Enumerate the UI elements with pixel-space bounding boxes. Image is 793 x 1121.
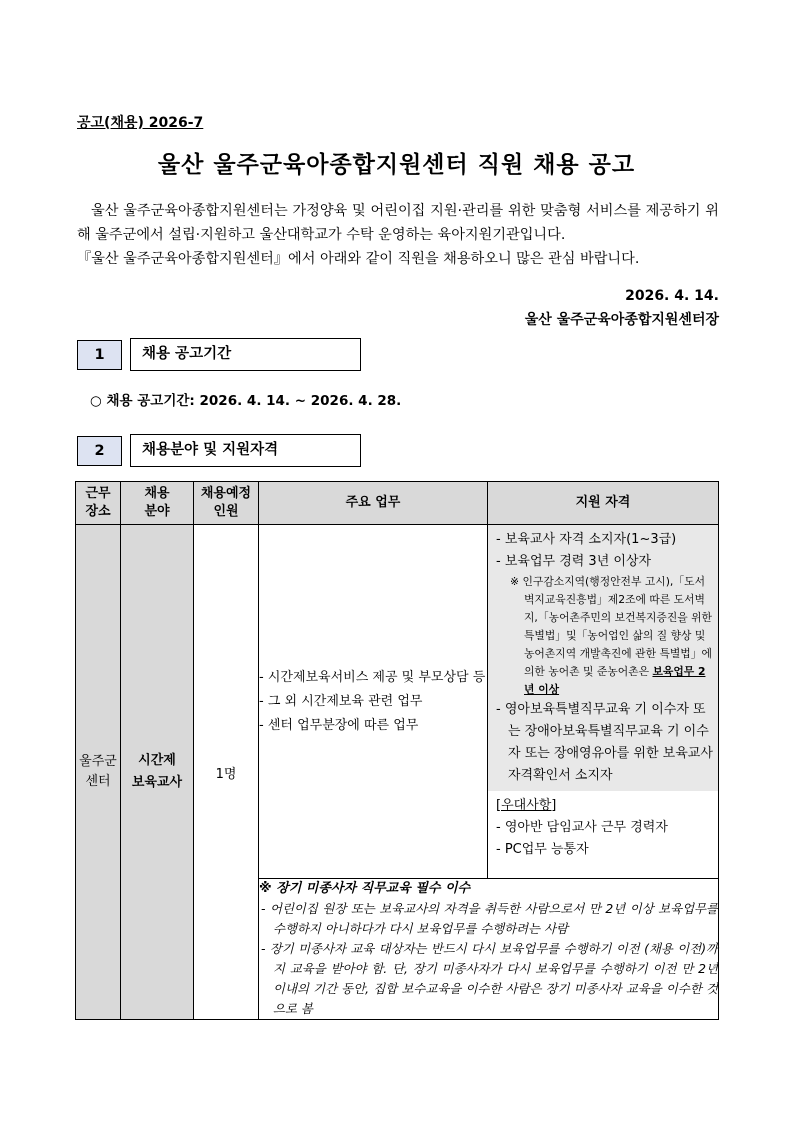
cell-qualifications: [488, 525, 719, 879]
section-1-title: 채용 공고기간: [130, 338, 361, 371]
page-title: 울산 울주군육아종합지원센터 직원 채용 공고: [157, 152, 636, 178]
recruitment-table: [75, 481, 719, 1020]
preference-item: - 영아반 담임교사 근무 경력자: [496, 820, 668, 835]
intro-line: 울산 울주군육아종합지원센터는 가정양육 및 어린이집 지원·관리를 위한 맞춤형 서비스를 제공하기 위해 울주군에서 설립·지원하고 울산대학교가 수탁 운영하는 육아지원기관입니다.: [77, 203, 719, 243]
section-2-number: 2: [77, 436, 122, 466]
notice-number: 공고(채용) 2026-7: [77, 115, 204, 131]
notice-date: 2026. 4. 14.: [625, 288, 719, 304]
long-term-notice-item: - 어린이집 원장 또는 보육교사의 자격을 취득한 사람으로서 만 2년 이상 보육업무를 수행하지 아니하다가 다시 보육업무를 수행하려는 사람: [261, 901, 718, 936]
qualification-item: - 보육교사 자격 소지자(1~3급): [496, 532, 677, 547]
signatory: 울산 울주군육아종합지원센터장: [524, 312, 719, 328]
section-2-title: 채용분야 및 지원자격: [130, 434, 361, 467]
recruitment-period: ○ 채용 공고기간: 2026. 4. 14. ~ 2026. 4. 28.: [90, 393, 402, 409]
header-qualifications: 지원 자격: [488, 482, 719, 525]
duty-item: - 그 외 시간제보육 관련 업무: [259, 693, 423, 709]
cell-duties: [259, 525, 488, 879]
cell-headcount: 1명: [194, 525, 259, 1020]
intro-line: 『울산 울주군육아종합지원센터』에서 아래와 같이 직원을 채용하오니 많은 관심 바랍니다.: [77, 251, 640, 267]
cell-field: 시간제 보육교사: [121, 525, 194, 1020]
long-term-notice-title: ※ 장기 미종사자 직무교육 필수 이수: [259, 881, 471, 896]
section-1-number: 1: [77, 340, 122, 370]
cell-long-term-notice: [259, 879, 719, 1020]
duty-item: - 센터 업무분장에 따른 업무: [259, 717, 419, 733]
qualification-note-requirement: 보육업무 2년 이상: [524, 665, 706, 696]
qualification-requirements: [488, 525, 718, 791]
qualification-item: - 영아보육특별직무교육 기 이수자 또는 장애아보육특별직무교육 기 이수자 또는 장애영유아를 위한 보육교사 자격확인서 소지자: [496, 702, 713, 783]
preference-item: - PC업무 능통자: [496, 842, 589, 857]
qualification-note-text: ※ 인구감소지역(행정안전부 고시),「도서벽지교육진흥법」제2조에 따른 도서벽지,「농어촌주민의 보건복지증진을 위한 특별법」및「농어업인 삶의 질 향상 및 농어촌지역 개발촉진에 관한 특별법」에 의한 농어촌 및 준농어촌은: [510, 575, 712, 678]
intro-paragraph: [77, 199, 719, 271]
header-duties: 주요 업무: [259, 482, 488, 525]
qualification-item: - 보육업무 경력 3년 이상자: [496, 554, 652, 569]
header-field: 채용 분야: [121, 482, 194, 525]
preferences: [488, 791, 718, 865]
long-term-notice-item: - 장기 미종사자 교육 대상자는 반드시 다시 보육업무를 수행하기 이전 (채용 이전)까지 교육을 받아야 함. 단, 장기 미종사자가 다시 보육업무를 수행하기 이전 만 2년 이내의 기간 동안, 집합 보수교육을 이수한 사람은 장기 미종사자 교육을 이수한 것으로 봄: [261, 941, 718, 1016]
cell-location: 울주군 센터: [76, 525, 121, 1020]
qualification-note: [502, 573, 714, 699]
header-location: 근무 장소: [76, 482, 121, 525]
preference-title: [우대사항]: [496, 798, 557, 813]
duty-item: - 시간제보육서비스 제공 및 부모상담 등: [259, 669, 486, 685]
header-headcount: 채용예정 인원: [194, 482, 259, 525]
